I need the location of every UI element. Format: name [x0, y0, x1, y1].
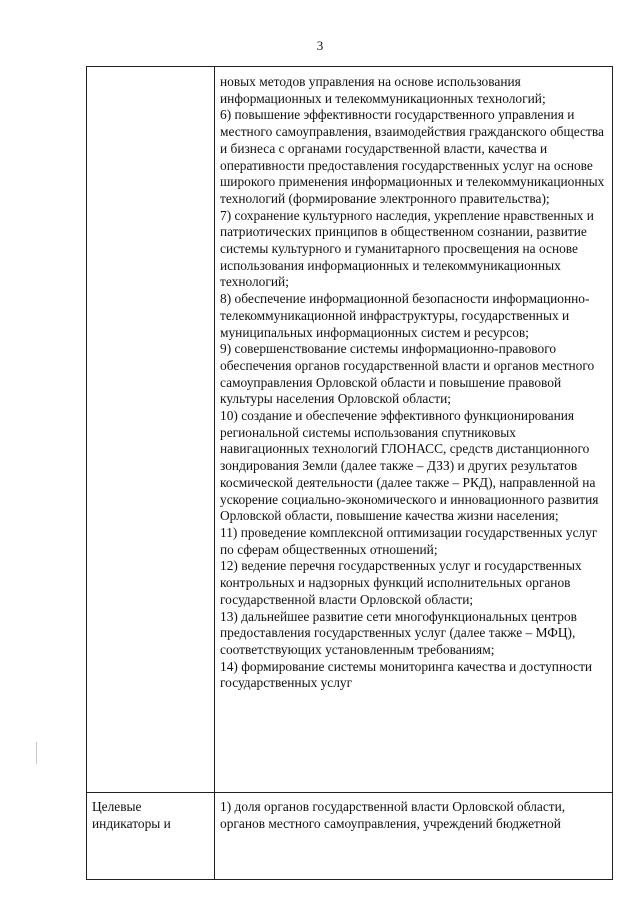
row-content-cell	[215, 67, 613, 793]
paragraph: 14) формирование системы мониторинга качества и доступности государственных услуг	[220, 658, 593, 691]
table-row	[87, 793, 613, 880]
paragraph: 8) обеспечение информационной безопасности информационно-телекоммуникационной инфраструктуры, государственных и муниципальных информационных систем и ресурсов;	[220, 291, 590, 340]
paragraph: новых методов управления на основе использования информационных и телекоммуникационных технологий;	[220, 74, 546, 106]
paragraph: 10) создание и обеспечение эффективного функционирования региональной системы использования спутниковых навигационных технологий ГЛОНАСС, средств дистанционного зондирования Земли (далее также – ДЗЗ) и других результатов космической деятельности (далее также – РКД), направленной на ускорение социально-экономического и инновационного развития Орловской области, повышение качества жизни населения;	[220, 408, 599, 524]
table-row	[87, 67, 613, 793]
paragraph: 7) сохранение культурного наследия, укрепление нравственных и патриотических принципов в общественном сознании, развитие системы культурного и гуманитарного просвещения на основе использования информационных и телекоммуникационных технологий;	[220, 207, 594, 290]
margin-mark	[36, 742, 37, 764]
page-number: 3	[316, 38, 324, 53]
row-label-cell	[87, 67, 215, 793]
paragraph: 11) проведение комплексной оптимизации государственных услуг по сферам общественных отношений;	[220, 524, 598, 557]
paragraph: 9) совершенствование системы информационно-правового обеспечения органов государственной власти и органов местного самоуправления Орловской области и повышение правовой культуры населения Орловской области;	[220, 341, 595, 407]
paragraph: 1) доля органов государственной власти Орловской области, органов местного самоуправления, учреждений бюджетной	[220, 799, 566, 831]
paragraph: 13) дальнейшее развитие сети многофункциональных центров предоставления государственных услуг (далее также – МФЦ), соответствующих установленным требованиям;	[220, 608, 577, 657]
program-passport-table	[86, 66, 613, 880]
paragraph: 12) ведение перечня государственных услуг и государственных контрольных и надзорных функций исполнительных органов государственной власти Орловской области;	[220, 558, 582, 607]
row-label-cell: Целевые индикаторы и	[87, 793, 215, 880]
paragraph: 6) повышение эффективности государственного управления и местного самоуправления, взаимодействия гражданского общества и бизнеса с органами государственной власти, качества и оперативности предоставления государственных услуг на основе широкого применения информационных и телекоммуникационных технологий (формирование электронного правительства);	[220, 107, 605, 206]
row-content-cell	[215, 793, 613, 880]
